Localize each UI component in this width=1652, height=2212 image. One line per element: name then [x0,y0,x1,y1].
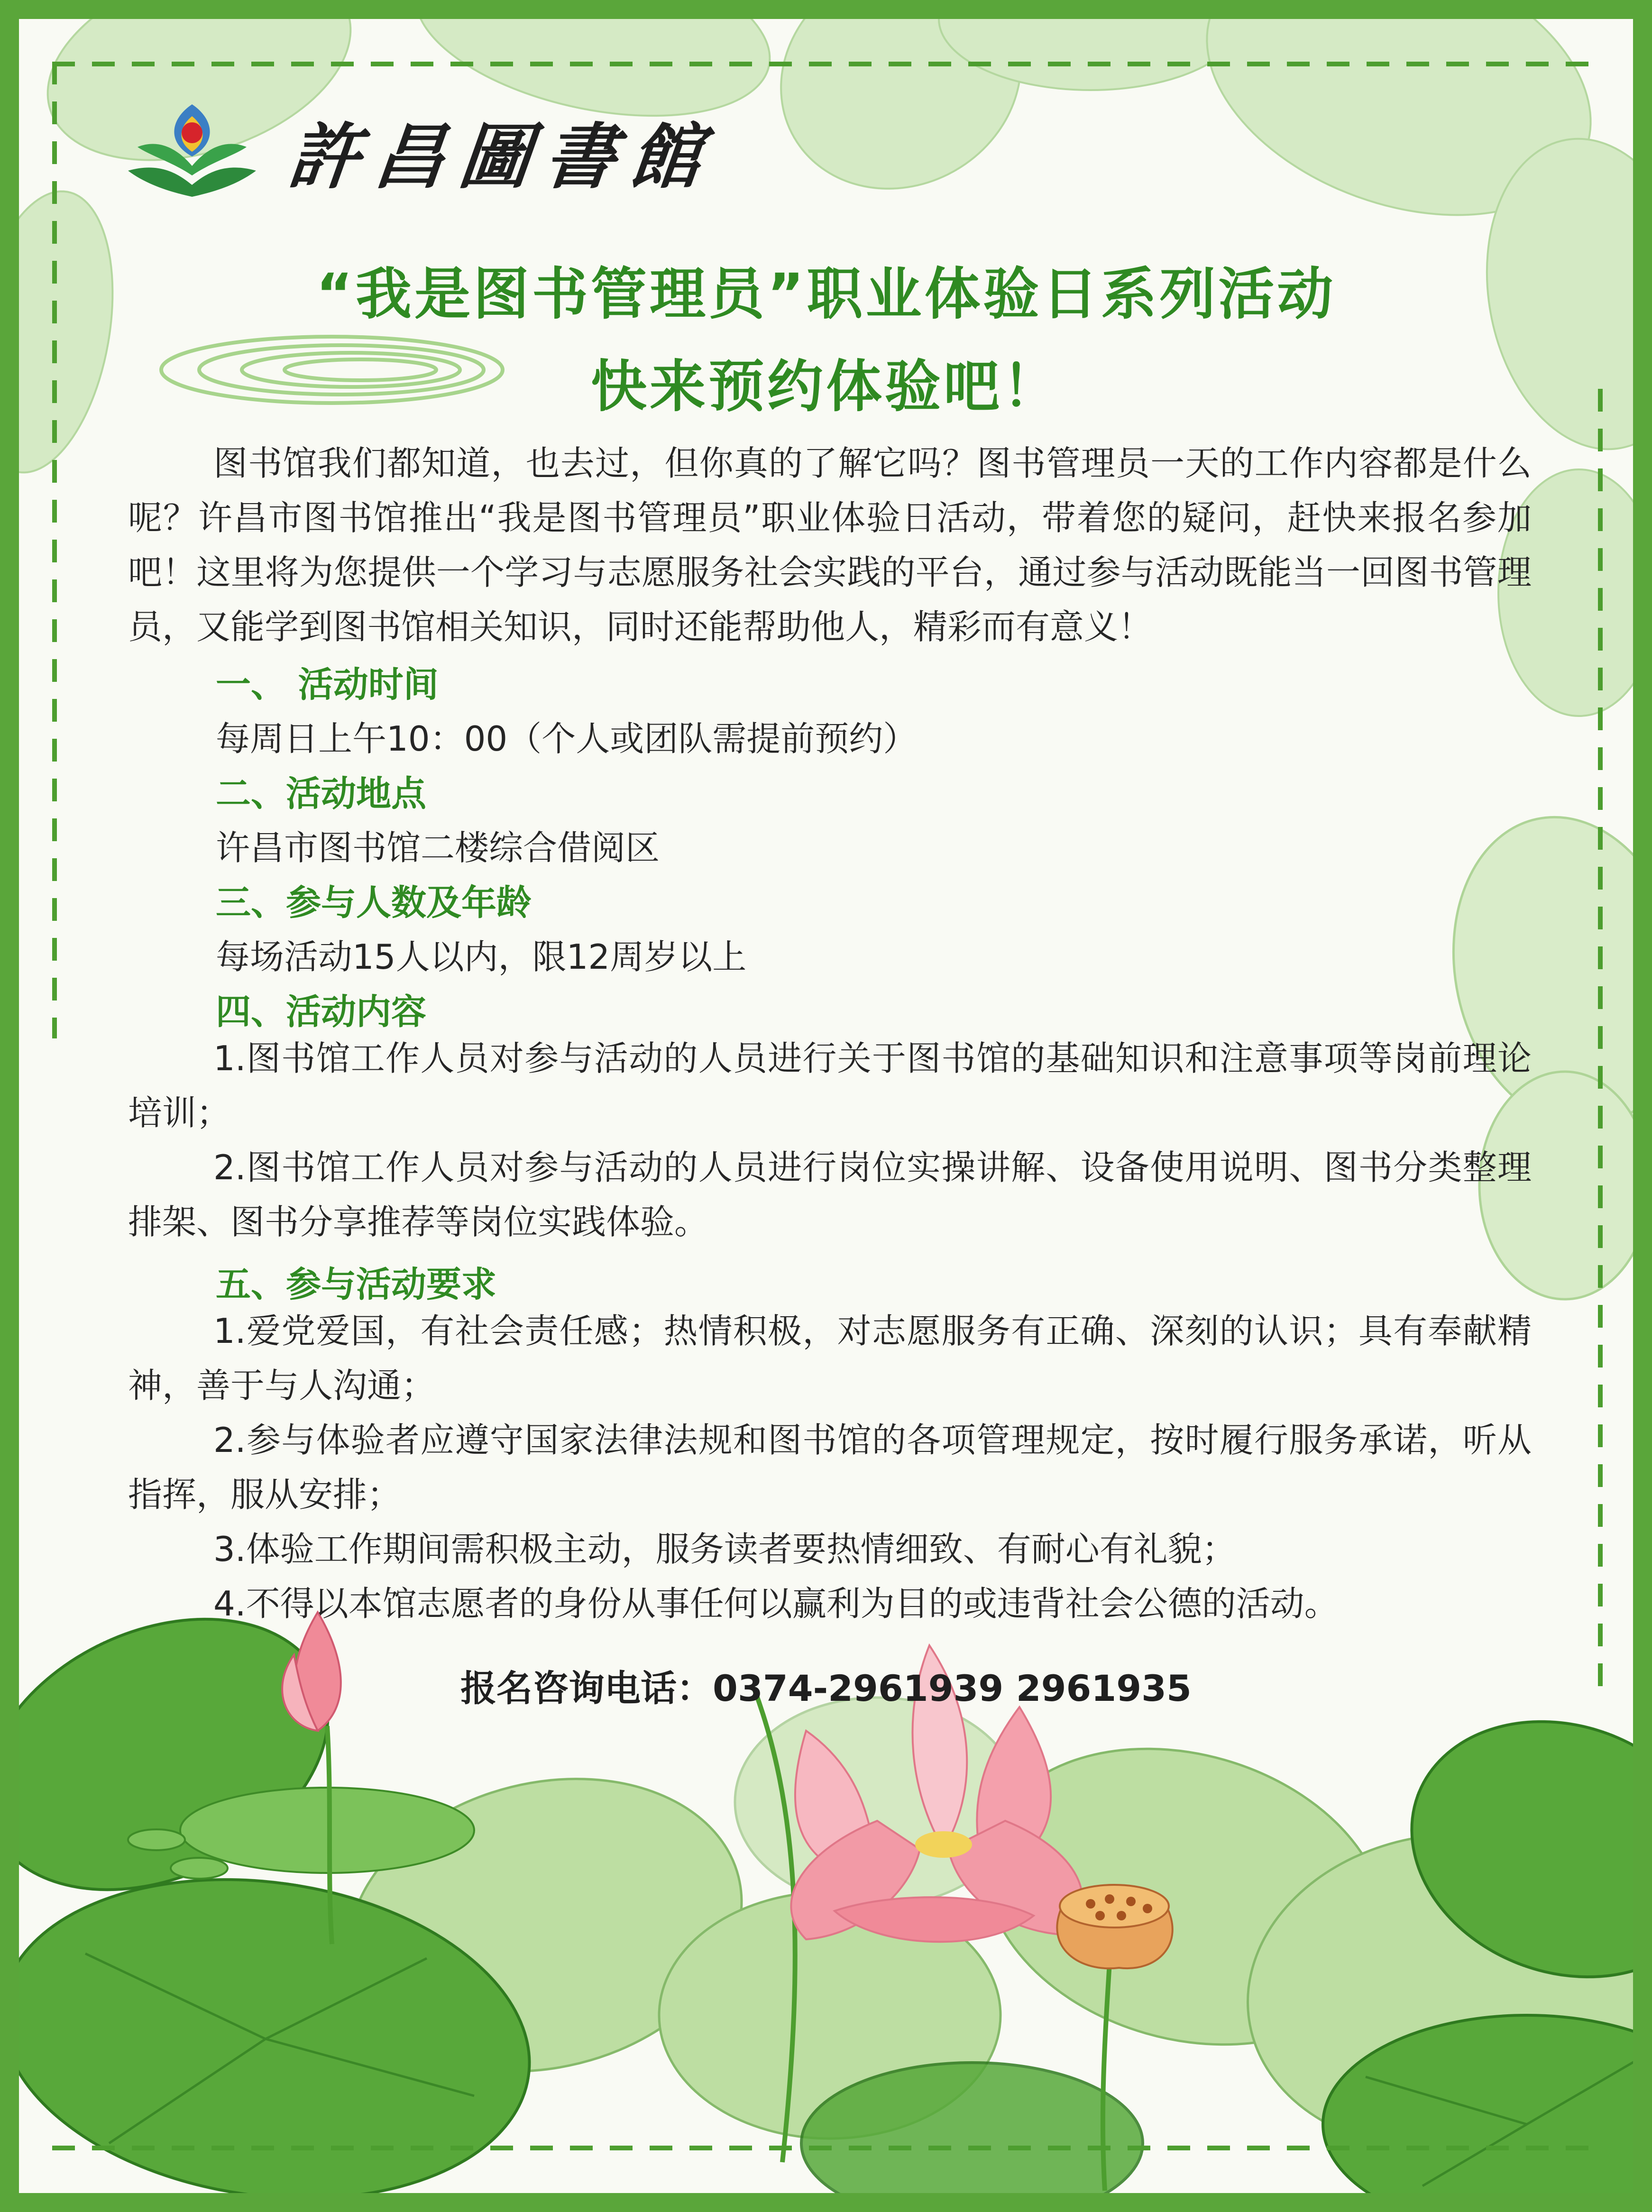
content-item-1: 1.图书馆工作人员对参与活动的人员进行关于图书馆的基础知识和注意事项等岗前理论培训； [128,1038,1532,1133]
section-heading-content: 四、活动内容 [216,991,426,1032]
dashed-border-top [52,62,1603,66]
requirement-item-3: 3.体验工作期间需积极主动，服务读者要热情细致、有耐心有礼貌； [213,1529,1236,1569]
frame-top [0,0,1652,19]
content-item-2: 2.图书馆工作人员对参与活动的人员进行岗位实操讲解、设备使用说明、图书分类整理排架、图书分享推荐等岗位实践体验。 [128,1147,1532,1242]
section-text-participants: 每场活动15人以内，限12周岁以上 [216,937,747,977]
section-heading-participants: 三、参与人数及年龄 [216,882,532,923]
library-logo-icon [119,90,266,204]
lotus-center [915,1831,972,1858]
requirement-item-2: 2.参与体验者应遵守国家法律法规和图书馆的各项管理规定，按时履行服务承诺，听从指挥，服从安排； [128,1420,1532,1514]
section-heading-time: 一、 活动时间 [216,664,439,705]
dashed-border-right [1598,389,1603,1698]
requirement-item-4: 4.不得以本馆志愿者的身份从事任何以赢利为目的或违背社会公德的活动。 [213,1584,1339,1624]
dashed-border-left [52,62,57,1038]
section-text-location: 许昌市图书馆二楼综合借阅区 [216,828,660,868]
contact-phone: 报名咨询电话：0374-2961939 2961935 [460,1667,1192,1709]
requirement-item-1: 1.爱党爱国，有社会责任感；热情积极，对志愿服务有正确、深刻的认识；具有奉献精神，善于与人沟通； [128,1311,1532,1405]
page-title: “我是图书管理员”职业体验日系列活动 [316,261,1336,327]
frame-bottom [0,2193,1652,2212]
frame-left [0,0,19,2212]
page-subtitle: 快来预约体验吧！ [590,354,1061,419]
section-heading-requirements: 五、参与活动要求 [216,1264,496,1305]
library-name-logo: 許昌圖書館 [284,115,720,199]
dashed-border-bottom [52,2146,1603,2150]
intro-paragraph: 图书馆我们都知道，也去过，但你真的了解它吗？图书管理员一天的工作内容都是什么呢？许昌市图书馆推出“我是图书管理员”职业体验日活动，带着您的疑问，赶快来报名参加吧！这里将为您提供一个学习与志愿服务社会实践的平台，通过参与活动既能当一回图书管理员，又能学到图书馆相关知识，同时还能帮助他人，精彩而有意义！ [128,443,1532,647]
frame-right [1633,0,1652,2212]
section-text-time: 每周日上午10：00（个人或团队需提前预约） [216,719,918,759]
section-heading-location: 二、活动地点 [216,773,426,814]
